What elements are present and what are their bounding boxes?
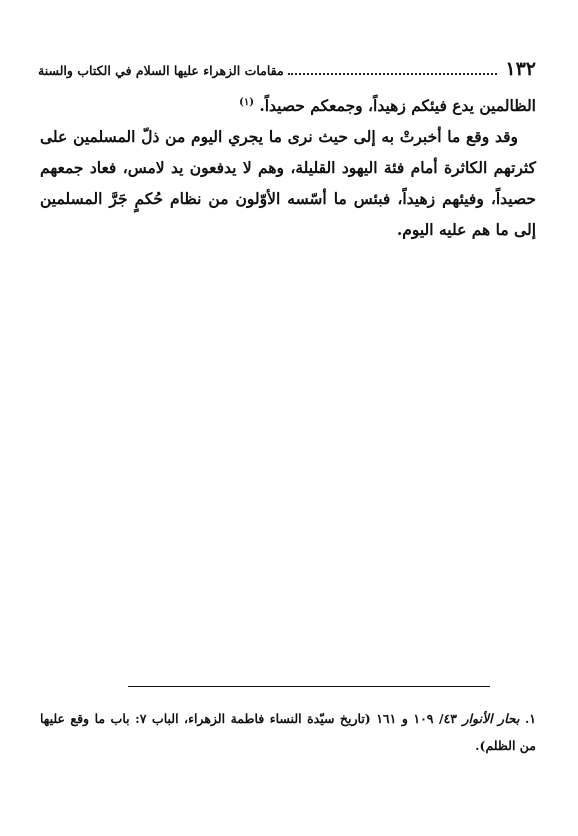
paragraph-1 (40, 90, 536, 121)
paragraph-2: وقد وقع ما أخبرتْ به إلى حيث نرى ما يجري اليوم من ذلّ المسلمين على كثرتهم الكاثرة أمام فئة اليهود القليلة، وهم لا يدفعون يد لامس، فعاد جمعهم حصيداً، وفيئهم زهيداً، فبئس ما أسّسه الأوّلون من نظام حُكمٍ جَرَّ المسلمين إلى ما هم عليه اليوم. (40, 127, 536, 239)
book-title: مقامات الزهراء عليها السلام في الكتاب والسنة (38, 63, 284, 78)
header-dot-leader (288, 73, 498, 75)
footnote-separator (128, 686, 490, 687)
footnote (40, 705, 536, 759)
running-header (38, 58, 536, 82)
page-number: ١٣٢ (505, 58, 536, 80)
footnote-reference[interactable]: (١) (239, 96, 254, 108)
footnote-number: ١. (524, 711, 537, 726)
paragraph-1-text: الظالمين يدع فيئكم زهيداً، وجمعكم حصيداً. (259, 96, 536, 115)
footnote-text: ٤٣/ ١٠٩ و ١٦١ (تاريخ سيّدة النساء فاطمة الزهراء، الباب ٧: باب ما وقع عليها من الظلم). (40, 711, 536, 753)
main-text (40, 90, 536, 245)
footnote-source-title: بحار الأنوار (462, 711, 520, 726)
